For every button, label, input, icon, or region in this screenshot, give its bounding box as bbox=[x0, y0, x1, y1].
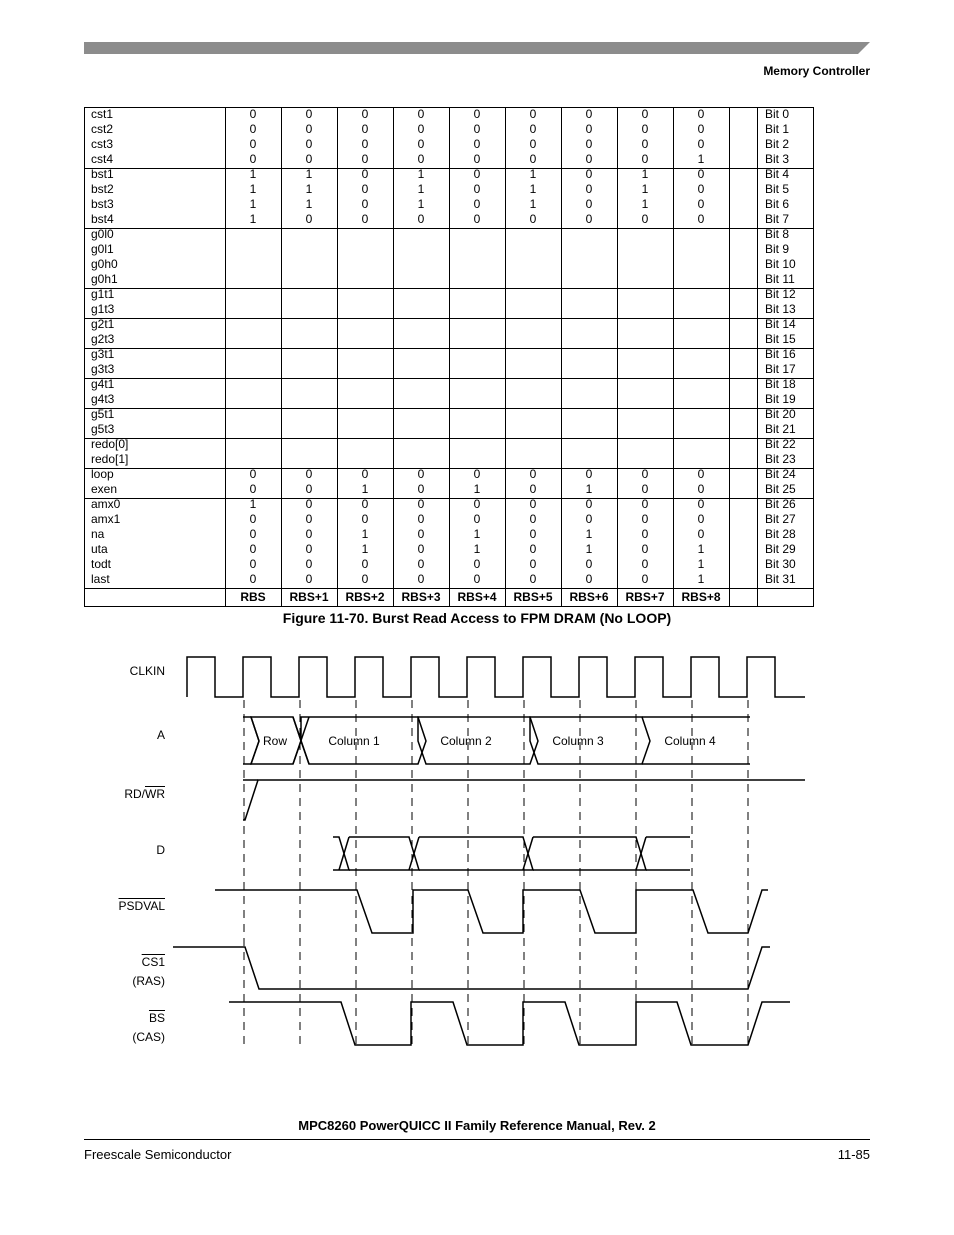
bit-value: 1 bbox=[585, 542, 593, 556]
bit-label: Bit 28 bbox=[765, 527, 796, 541]
bit-value: 0 bbox=[473, 572, 481, 586]
bit-value: 1 bbox=[529, 197, 537, 211]
bit-value: 1 bbox=[417, 182, 425, 196]
bit-label: Bit 11 bbox=[765, 272, 795, 286]
bit-label: Bit 29 bbox=[765, 542, 796, 556]
bit-value: 0 bbox=[529, 212, 537, 226]
bit-value: 0 bbox=[361, 572, 369, 586]
header-bar bbox=[84, 42, 870, 54]
bit-value: 0 bbox=[473, 122, 481, 136]
bit-label: Bit 7 bbox=[765, 212, 790, 226]
bit-value: 1 bbox=[529, 167, 537, 181]
signal-name: g0h0 bbox=[91, 257, 118, 271]
signal-name: last bbox=[91, 572, 110, 586]
column-header: RBS+2 bbox=[345, 590, 385, 604]
column-header: RBS+8 bbox=[681, 590, 721, 604]
bit-value: 0 bbox=[473, 182, 481, 196]
addr-label-col3: Column 3 bbox=[552, 734, 604, 748]
bit-value: 0 bbox=[697, 122, 705, 136]
bit-value: 0 bbox=[641, 152, 649, 166]
bit-label: Bit 24 bbox=[765, 467, 796, 481]
bit-value: 1 bbox=[473, 482, 481, 496]
bs-waveform bbox=[229, 1002, 790, 1045]
bit-value: 0 bbox=[641, 137, 649, 151]
bit-value: 0 bbox=[585, 572, 593, 586]
bit-value: 0 bbox=[417, 212, 425, 226]
bit-label: Bit 26 bbox=[765, 497, 796, 511]
microcode-table bbox=[84, 107, 814, 607]
signal-name: todt bbox=[91, 557, 112, 571]
bit-value: 0 bbox=[473, 557, 481, 571]
bit-label: Bit 8 bbox=[765, 227, 790, 241]
bit-value: 1 bbox=[641, 182, 649, 196]
bit-value: 0 bbox=[305, 482, 313, 496]
bit-value: 0 bbox=[417, 497, 425, 511]
signal-name: g1t1 bbox=[91, 287, 115, 301]
bit-value: 0 bbox=[473, 167, 481, 181]
signal-name: g2t3 bbox=[91, 332, 115, 346]
bit-value: 1 bbox=[585, 482, 593, 496]
manual-title: MPC8260 PowerQUICC II Family Reference Manual, Rev. 2 bbox=[298, 1118, 656, 1133]
bit-value: 0 bbox=[585, 557, 593, 571]
signal-name: g2t1 bbox=[91, 317, 115, 331]
bit-value: 0 bbox=[641, 497, 649, 511]
psdval-waveform bbox=[215, 890, 768, 933]
bit-value: 0 bbox=[585, 197, 593, 211]
cs1-label: CS1 bbox=[141, 955, 165, 969]
bit-value: 0 bbox=[361, 467, 369, 481]
bit-value: 1 bbox=[249, 212, 257, 226]
bit-value: 0 bbox=[417, 467, 425, 481]
signal-name: cst1 bbox=[91, 107, 114, 121]
bit-value: 1 bbox=[697, 542, 705, 556]
cs1-waveform bbox=[173, 947, 770, 989]
bit-value: 1 bbox=[473, 527, 481, 541]
bit-value: 0 bbox=[249, 137, 257, 151]
bit-value: 0 bbox=[361, 197, 369, 211]
addr-label-col4: Column 4 bbox=[664, 734, 716, 748]
bit-value: 0 bbox=[641, 467, 649, 481]
column-header: RBS bbox=[240, 590, 266, 604]
bit-value: 0 bbox=[529, 107, 537, 121]
bit-value: 0 bbox=[473, 197, 481, 211]
bit-value: 0 bbox=[641, 572, 649, 586]
bit-value: 0 bbox=[417, 557, 425, 571]
addr-label-col2: Column 2 bbox=[440, 734, 492, 748]
bit-value: 0 bbox=[641, 482, 649, 496]
bit-label: Bit 9 bbox=[765, 242, 790, 256]
bit-value: 1 bbox=[305, 197, 313, 211]
bit-value: 1 bbox=[697, 572, 705, 586]
signal-name: g0l0 bbox=[91, 227, 114, 241]
bit-value: 1 bbox=[585, 527, 593, 541]
bit-value: 0 bbox=[585, 512, 593, 526]
signal-name: amx0 bbox=[91, 497, 121, 511]
bit-value: 0 bbox=[361, 122, 369, 136]
bit-value: 1 bbox=[249, 182, 257, 196]
bit-value: 0 bbox=[697, 137, 705, 151]
bit-value: 0 bbox=[305, 572, 313, 586]
signal-name: cst4 bbox=[91, 152, 114, 166]
bit-value: 1 bbox=[305, 167, 313, 181]
table-row-rule bbox=[85, 588, 813, 589]
bit-value: 0 bbox=[529, 467, 537, 481]
bit-value: 0 bbox=[361, 497, 369, 511]
table-row-rule bbox=[85, 318, 813, 319]
column-header: RBS+7 bbox=[625, 590, 665, 604]
signal-name: g4t3 bbox=[91, 392, 115, 406]
signal-name: g0l1 bbox=[91, 242, 114, 256]
bit-value: 0 bbox=[585, 467, 593, 481]
bit-value: 0 bbox=[361, 167, 369, 181]
clkin-label: CLKIN bbox=[129, 664, 165, 678]
signal-name: g3t3 bbox=[91, 362, 115, 376]
bit-value: 0 bbox=[697, 482, 705, 496]
d-label: D bbox=[156, 843, 165, 857]
bit-value: 1 bbox=[529, 182, 537, 196]
bit-value: 0 bbox=[305, 512, 313, 526]
bit-value: 1 bbox=[641, 197, 649, 211]
bit-value: 0 bbox=[585, 137, 593, 151]
bit-value: 0 bbox=[249, 107, 257, 121]
bit-label: Bit 10 bbox=[765, 257, 796, 271]
bit-value: 0 bbox=[641, 107, 649, 121]
bit-value: 1 bbox=[361, 482, 369, 496]
table-row-rule bbox=[85, 288, 813, 289]
bit-label: Bit 31 bbox=[765, 572, 796, 586]
signal-name: g4t1 bbox=[91, 377, 115, 391]
bit-value: 0 bbox=[417, 137, 425, 151]
bit-label: Bit 23 bbox=[765, 452, 796, 466]
bit-label: Bit 4 bbox=[765, 167, 790, 181]
bit-value: 0 bbox=[529, 122, 537, 136]
figure-caption: Figure 11-70. Burst Read Access to FPM DRAM (No LOOP) bbox=[282, 610, 672, 626]
bit-value: 0 bbox=[641, 122, 649, 136]
bit-value: 0 bbox=[249, 152, 257, 166]
bit-value: 1 bbox=[249, 197, 257, 211]
bit-value: 0 bbox=[249, 527, 257, 541]
page-number: 11-85 bbox=[837, 1147, 870, 1162]
bit-value: 0 bbox=[305, 212, 313, 226]
bit-value: 0 bbox=[529, 572, 537, 586]
signal-name: g3t1 bbox=[91, 347, 115, 361]
bit-label: Bit 20 bbox=[765, 407, 796, 421]
bit-label: Bit 13 bbox=[765, 302, 796, 316]
bit-value: 0 bbox=[641, 557, 649, 571]
table-row-rule bbox=[85, 408, 813, 409]
bit-value: 1 bbox=[249, 497, 257, 511]
bit-value: 0 bbox=[697, 167, 705, 181]
signal-name: cst2 bbox=[91, 122, 114, 136]
bit-value: 0 bbox=[529, 512, 537, 526]
bit-value: 0 bbox=[529, 557, 537, 571]
bit-label: Bit 16 bbox=[765, 347, 796, 361]
signal-name: g5t1 bbox=[91, 407, 115, 421]
bit-value: 0 bbox=[417, 542, 425, 556]
bit-value: 0 bbox=[305, 497, 313, 511]
addr-label-row: Row bbox=[262, 734, 288, 748]
bit-value: 0 bbox=[249, 542, 257, 556]
signal-name: bst2 bbox=[91, 182, 114, 196]
company-name: Freescale Semiconductor bbox=[84, 1147, 232, 1162]
bit-value: 1 bbox=[361, 527, 369, 541]
signal-name: loop bbox=[91, 467, 114, 481]
column-header: RBS+3 bbox=[401, 590, 441, 604]
wr-text: $\overline{WR}$ bbox=[145, 787, 165, 801]
bit-value: 0 bbox=[473, 212, 481, 226]
bit-value: 0 bbox=[417, 512, 425, 526]
signal-name: exen bbox=[91, 482, 118, 496]
bit-label: Bit 25 bbox=[765, 482, 796, 496]
bit-value: 1 bbox=[249, 167, 257, 181]
bit-value: 0 bbox=[417, 482, 425, 496]
signal-name: g5t3 bbox=[91, 422, 115, 436]
bit-label: Bit 22 bbox=[765, 437, 796, 451]
bit-value: 0 bbox=[361, 137, 369, 151]
column-header: RBS+4 bbox=[457, 590, 497, 604]
bit-label: Bit 1 bbox=[765, 122, 790, 136]
signal-name: g0h1 bbox=[91, 272, 118, 286]
bit-label: Bit 14 bbox=[765, 317, 796, 331]
bit-value: 1 bbox=[417, 167, 425, 181]
bit-value: 0 bbox=[417, 152, 425, 166]
table-col-rule bbox=[729, 108, 730, 606]
bit-value: 0 bbox=[529, 137, 537, 151]
bit-value: 0 bbox=[697, 497, 705, 511]
bit-value: 1 bbox=[473, 542, 481, 556]
bs-label: $\overline{BS}$ bbox=[148, 1011, 165, 1025]
bit-value: 0 bbox=[585, 182, 593, 196]
signal-name: cst3 bbox=[91, 137, 114, 151]
signal-name: uta bbox=[91, 542, 108, 556]
column-header: RBS+1 bbox=[289, 590, 329, 604]
bit-value: 0 bbox=[697, 512, 705, 526]
bit-label: Bit 17 bbox=[765, 362, 796, 376]
bit-value: 0 bbox=[305, 122, 313, 136]
bit-value: 0 bbox=[585, 122, 593, 136]
bit-value: 0 bbox=[249, 122, 257, 136]
bit-label: Bit 5 bbox=[765, 182, 790, 196]
bit-value: 0 bbox=[305, 152, 313, 166]
bit-value: 0 bbox=[585, 212, 593, 226]
bit-value: 0 bbox=[697, 212, 705, 226]
bit-value: 0 bbox=[361, 512, 369, 526]
bit-value: 0 bbox=[697, 107, 705, 121]
bit-label: Bit 30 bbox=[765, 557, 796, 571]
cas-label: (CAS) bbox=[132, 1030, 165, 1044]
bit-value: 0 bbox=[585, 107, 593, 121]
signal-name: amx1 bbox=[91, 512, 121, 526]
bit-value: 0 bbox=[473, 467, 481, 481]
a-bus-waveform bbox=[243, 717, 259, 764]
section-title: Memory Controller bbox=[763, 64, 870, 78]
bit-value: 0 bbox=[305, 137, 313, 151]
bit-label: Bit 27 bbox=[765, 512, 796, 526]
bit-value: 0 bbox=[697, 197, 705, 211]
psdval-label: PSDVAL bbox=[118, 899, 165, 913]
bit-value: 0 bbox=[417, 527, 425, 541]
bit-value: 0 bbox=[473, 497, 481, 511]
column-header: RBS+6 bbox=[569, 590, 609, 604]
bit-value: 1 bbox=[697, 557, 705, 571]
column-header: RBS+5 bbox=[513, 590, 553, 604]
bit-label: Bit 12 bbox=[765, 287, 796, 301]
bit-value: 0 bbox=[305, 542, 313, 556]
bit-value: 0 bbox=[697, 182, 705, 196]
bit-value: 0 bbox=[305, 467, 313, 481]
bit-value: 0 bbox=[529, 152, 537, 166]
signal-name: bst3 bbox=[91, 197, 114, 211]
bit-value: 0 bbox=[361, 152, 369, 166]
bit-value: 0 bbox=[529, 542, 537, 556]
bit-value: 0 bbox=[305, 107, 313, 121]
bit-value: 0 bbox=[417, 572, 425, 586]
bit-label: Bit 21 bbox=[765, 422, 796, 436]
bit-value: 1 bbox=[305, 182, 313, 196]
bit-value: 0 bbox=[249, 512, 257, 526]
bit-label: Bit 15 bbox=[765, 332, 796, 346]
bit-label: Bit 2 bbox=[765, 137, 790, 151]
bit-label: Bit 19 bbox=[765, 392, 796, 406]
bit-value: 0 bbox=[417, 107, 425, 121]
bit-value: 0 bbox=[249, 572, 257, 586]
bit-value: 1 bbox=[697, 152, 705, 166]
signal-name: redo[0] bbox=[91, 437, 129, 451]
rdwr-label bbox=[85, 787, 165, 801]
bit-label: Bit 18 bbox=[765, 377, 796, 391]
bit-value: 1 bbox=[417, 197, 425, 211]
bit-value: 0 bbox=[305, 527, 313, 541]
addr-label-col1: Column 1 bbox=[328, 734, 380, 748]
bit-value: 0 bbox=[697, 467, 705, 481]
bit-value: 0 bbox=[641, 212, 649, 226]
bit-value: 0 bbox=[473, 137, 481, 151]
bit-value: 0 bbox=[361, 182, 369, 196]
rd-text: RD/ bbox=[124, 787, 145, 801]
table-row-rule bbox=[85, 438, 813, 439]
bit-value: 0 bbox=[249, 467, 257, 481]
bit-value: 0 bbox=[473, 107, 481, 121]
bit-value: 0 bbox=[585, 152, 593, 166]
bit-value: 0 bbox=[641, 527, 649, 541]
bit-value: 0 bbox=[361, 212, 369, 226]
footer-rule bbox=[84, 1139, 870, 1140]
signal-name: na bbox=[91, 527, 105, 541]
bit-value: 0 bbox=[529, 497, 537, 511]
table-col-rule bbox=[757, 108, 758, 606]
bit-label: Bit 3 bbox=[765, 152, 790, 166]
bit-value: 0 bbox=[473, 152, 481, 166]
bit-value: 0 bbox=[249, 482, 257, 496]
bit-label: Bit 0 bbox=[765, 107, 790, 121]
bit-label: Bit 6 bbox=[765, 197, 790, 211]
bit-value: 0 bbox=[305, 557, 313, 571]
bit-value: 1 bbox=[361, 542, 369, 556]
bit-value: 0 bbox=[417, 122, 425, 136]
bit-value: 0 bbox=[641, 512, 649, 526]
table-row-rule bbox=[85, 228, 813, 229]
bit-value: 0 bbox=[641, 542, 649, 556]
a-label: A bbox=[156, 728, 165, 742]
bit-value: 0 bbox=[361, 557, 369, 571]
ras-label: (RAS) bbox=[132, 974, 165, 988]
table-row-rule bbox=[85, 378, 813, 379]
signal-name: g1t3 bbox=[91, 302, 115, 316]
clkin-waveform bbox=[187, 657, 805, 697]
bit-value: 1 bbox=[641, 167, 649, 181]
bit-value: 0 bbox=[585, 497, 593, 511]
bit-value: 0 bbox=[249, 557, 257, 571]
bit-value: 0 bbox=[473, 512, 481, 526]
table-row-rule bbox=[85, 606, 813, 607]
signal-name: redo[1] bbox=[91, 452, 129, 466]
table-row-rule bbox=[85, 348, 813, 349]
bit-value: 0 bbox=[529, 527, 537, 541]
signal-name: bst4 bbox=[91, 212, 114, 226]
signal-name: bst1 bbox=[91, 167, 114, 181]
cycle-markers bbox=[244, 700, 748, 1050]
bit-value: 0 bbox=[361, 107, 369, 121]
bit-value: 0 bbox=[585, 167, 593, 181]
bit-value: 0 bbox=[529, 482, 537, 496]
bit-value: 0 bbox=[697, 527, 705, 541]
